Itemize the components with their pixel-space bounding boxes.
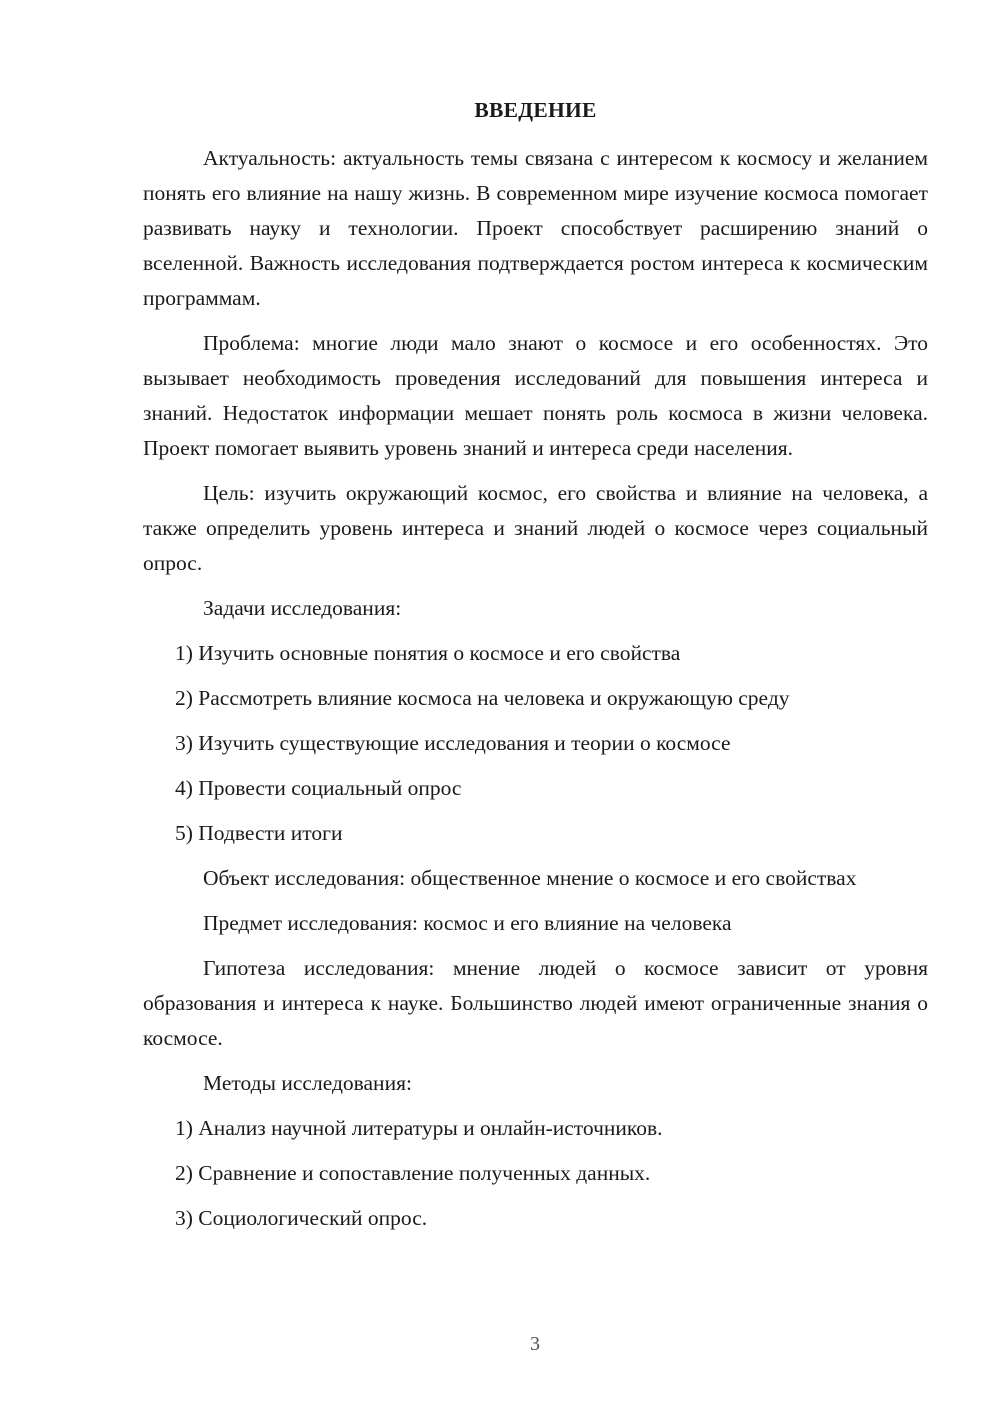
problem-paragraph: Проблема: многие люди мало знают о космосе и его особенностях. Это вызывает необходимость проведения исследований для повышения интереса и знаний. Недостаток информации мешает понять роль космоса в жизни человека. Проект помогает выявить уровень знаний и интереса среди населения. bbox=[143, 331, 928, 460]
subject-paragraph: Предмет исследования: космос и его влияние на человека bbox=[203, 911, 732, 935]
methods-heading: Методы исследования: bbox=[203, 1071, 412, 1095]
task-item: 1) Изучить основные понятия о космосе и его свойства bbox=[175, 641, 681, 665]
task-item: 5) Подвести итоги bbox=[175, 821, 343, 845]
task-item: 3) Изучить существующие исследования и теории о космосе bbox=[175, 731, 731, 755]
method-item: 3) Социологический опрос. bbox=[175, 1206, 428, 1230]
document-page bbox=[143, 95, 928, 1246]
hypothesis-paragraph: Гипотеза исследования: мнение людей о космосе зависит от уровня образования и интереса к науке. Большинство людей имеют ограниченные знания о космосе. bbox=[143, 956, 928, 1050]
tasks-heading: Задачи исследования: bbox=[203, 596, 402, 620]
object-paragraph: Объект исследования: общественное мнение о космосе и его свойствах bbox=[203, 866, 857, 890]
page-number: 3 bbox=[530, 1333, 540, 1355]
goal-paragraph: Цель: изучить окружающий космос, его свойства и влияние на человека, а также определить уровень интереса и знаний людей о космосе через социальный опрос. bbox=[143, 481, 928, 575]
task-item: 4) Провести социальный опрос bbox=[175, 776, 462, 800]
methods-list bbox=[143, 1111, 928, 1236]
tasks-list bbox=[143, 636, 928, 851]
method-item: 1) Анализ научной литературы и онлайн-источников. bbox=[175, 1116, 663, 1140]
page-title: ВВЕДЕНИЕ bbox=[474, 98, 597, 122]
task-item: 2) Рассмотреть влияние космоса на человека и окружающую среду bbox=[175, 686, 790, 710]
relevance-paragraph: Актуальность: актуальность темы связана с интересом к космосу и желанием понять его влияние на нашу жизнь. В современном мире изучение космоса помогает развивать науку и технологии. Проект способствует расширению знаний о вселенной. Важность исследования подтверждается ростом интереса к космическим программам. bbox=[143, 146, 928, 310]
method-item: 2) Сравнение и сопоставление полученных данных. bbox=[175, 1161, 651, 1185]
